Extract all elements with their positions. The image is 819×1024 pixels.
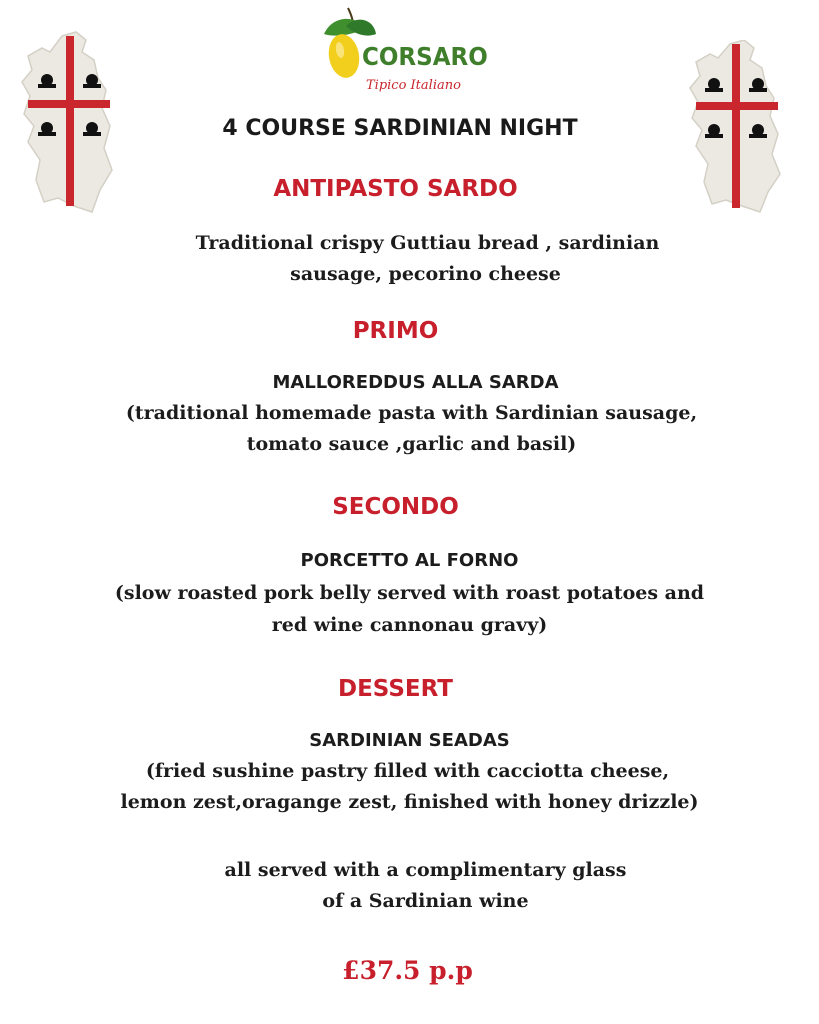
- secondo-dish: PORCETTO AL FORNO: [300, 550, 519, 571]
- antipasto-line-2: sausage, pecorino cheese: [290, 263, 561, 285]
- dessert-line-2: lemon zest,oragange zest, finished with honey drizzle): [120, 791, 699, 813]
- secondo-heading: SECONDO: [332, 494, 459, 520]
- corsaro-logo: [318, 4, 498, 100]
- wine-note-line-1: all served with a complimentary glass: [224, 859, 627, 881]
- dessert-dish: SARDINIAN SEADAS: [309, 730, 510, 751]
- primo-heading: PRIMO: [352, 318, 439, 344]
- wine-note-line-2: of a Sardinian wine: [322, 890, 529, 912]
- primo-line-2: tomato sauce ,garlic and basil): [246, 433, 577, 455]
- antipasto-heading: ANTIPASTO SARDO: [273, 176, 518, 202]
- secondo-line-2: red wine cannonau gravy): [271, 614, 548, 636]
- primo-line-1: (traditional homemade pasta with Sardinian sausage,: [125, 402, 698, 424]
- dessert-line-1: (fried sushine pastry filled with cacciotta cheese,: [145, 760, 670, 782]
- antipasto-line-1: Traditional crispy Guttiau bread , sardinian: [195, 232, 660, 254]
- dessert-heading: DESSERT: [338, 676, 453, 702]
- brand-tagline: Tipico Italiano: [366, 78, 461, 93]
- menu-price: £37.5 p.p: [342, 956, 473, 985]
- brand-name: CORSARO: [362, 42, 488, 71]
- secondo-line-1: (slow roasted pork belly served with roast potatoes and: [114, 582, 705, 604]
- primo-dish: MALLOREDDUS ALLA SARDA: [272, 372, 559, 393]
- menu-title: 4 COURSE SARDINIAN NIGHT: [222, 116, 578, 141]
